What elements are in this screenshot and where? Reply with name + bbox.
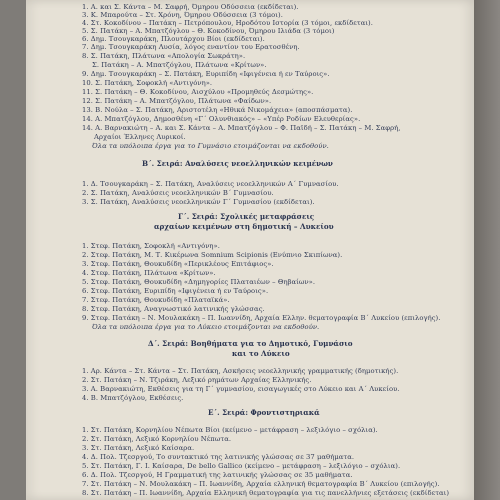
list-item: 13. Β. Νούλα – Σ. Πατάκη, Αριστοτέλη «Ηθικά Νικομάχεια» (αποσπάσματα). [82, 106, 353, 114]
list-item: 1. Στ. Πατάκη, Κορνηλίου Νέπωτα Βίοι (κείμενο – μετάφραση – λεξιλόγιο – σχόλια). [82, 426, 378, 434]
list-item: Αρχαίοι Έλληνες Λυρικοί. [94, 133, 186, 141]
book-page [26, 0, 474, 500]
list-item: 2. Σ. Πατάκη, Αναλύσεις νεοελληνικών Β΄ Γυμνασίου. [82, 189, 274, 197]
list-item: 3. Στεφ. Πατάκη, Θουκυδίδη «Περικλέους Επιτάφιος». [82, 260, 274, 268]
list-item: Σ. Πατάκη – Α. Μπατζόγλου, Πλάτωνα «Κρίτων». [92, 61, 267, 69]
list-item: 1. Αρ. Κάντα – Στ. Κάντα – Στ. Πατάκη, Ασκήσεις νεοελληνικής γραμματικής (δημοτικής). [82, 367, 399, 375]
list-item: 6. Δ. Πολ. Τζεσργού, Η Γραμματική της λατινικής γλώσσας σε 35 μαθήματα. [82, 471, 353, 479]
list-item: 7. Δημ. Τσουγκαράκη Λυσία, λόγος εναντίον του Ερατοσθένη. [82, 43, 300, 51]
list-item: 2. Στ. Πατάκη – Ν. Τζιράκη, Λεξικό ρημάτων Αρχαίας Ελληνικής. [82, 376, 312, 384]
list-item: 9. Στεφ. Πατάκη – Ν. Μουλακάκη – Π. Ιωαννίδη, Αρχαία Ελλην. θεματογραφία Β΄ Λυκείου (επιλογής). [82, 314, 441, 322]
list-item: 7. Στεφ. Πατάκη, Θουκυδίδη «Πλαταϊκά». [82, 296, 230, 304]
list-item: 9. Δημ. Τσουγκαράκη – Σ. Πατάκη, Ευριπίδη «Ιφιγένεια ή εν Ταύροις». [82, 70, 330, 78]
list-item: 14. Α. Βαρνακιώτη – Α. και Σ. Κάντα – Α. Μπατζόγλου – Φ. Παϊδή – Σ. Πατάκη – Μ. Σαφρή, [82, 124, 401, 132]
list-item: 8. Στ. Πατάκη – Π. Ιωαννίδη, Αρχαία Ελληνική θεματογραφία για τις πανελλήνιες εξετάσεις (εκδίδεται) [82, 489, 450, 497]
list-item: 2. Στ. Πατάκη, Λεξικό Κορνηλίου Νέπωτα. [82, 435, 232, 443]
list-item: 1. Δ. Τσουγκαράκη – Σ. Πατάκη, Αναλύσεις νεοελληνικών Α΄ Γυμνασίου. [82, 180, 339, 188]
list-item: 1. Στεφ. Πατάκη, Σοφοκλή «Αντιγόνη». [82, 242, 220, 250]
list-item: 3. Στ. Πατάκη, Λεξικό Καίσαρα. [82, 444, 195, 452]
list-item: 4. Στεφ. Πατάκη, Πλάτωνα «Κρίτων». [82, 269, 216, 277]
list-item: 11. Σ. Πατάκη – Θ. Κοκοδίνου, Αισχύλου «Προμηθεύς Δεσμώτης». [82, 88, 314, 96]
section-heading: Γ΄. Σειρά: Σχολικές μεταφράσεις [178, 212, 315, 221]
list-item: 8. Στεφ. Πατάκη, Αναγνωστικό λατινικής γλώσσας. [82, 305, 265, 313]
list-item: 12. Σ. Πατάκη – Α. Μπατζόγλου, Πλάτωνα «Φαίδων». [82, 97, 272, 105]
list-item: 5. Στεφ. Πατάκη, Θουκυδίδη «Δημηγορίες Πλαταιέων – Θηβαίων». [82, 278, 316, 286]
list-item: 5. Στ. Πατάκη, Γ. Ι. Καίσαρα, De bello Gallico (κείμενο – μετάφραση – λεξιλόγιο – σχόλια). [82, 462, 401, 470]
section-heading: Ε΄. Σειρά: Φροντιστηριακά [208, 408, 320, 417]
list-item: 4. Β. Μπατζόγλου, Εκθέσεις. [82, 394, 184, 402]
list-item: 5. Σ. Πατάκη – Α. Μπατζόγλου – Θ. Κοκοδίνου, Όμηρου Ιλιάδα (3 τόμοι) [82, 27, 335, 35]
note-text: Όλα τα υπόλοιπα έργα για το Λύκειο ετοιμάζονται να εκδοθούν. [92, 323, 320, 331]
list-item: 6. Στεφ. Πατάκη, Ευριπίδη «Ιφιγένεια ή εν Ταύροις». [82, 287, 269, 295]
section-subheading: αρχαίων κειμένων στη δημοτική – Λυκείου [154, 222, 334, 231]
note-text: Όλα τα υπόλοιπα έργα για το Γυμνάσιο ετοιμάζονται να εκδοθούν. [92, 142, 329, 150]
list-item: 14. Α. Μπατζόγλου, Δημοσθένη «Γ΄ Ολυνθιακός» – «Υπέρ Ροδίων Ελευθερίας». [82, 115, 361, 123]
list-item: 1. Α. και Σ. Κάντα – Μ. Σαφρή, Όμηρου Οδύσσεια (εκδίδεται). [82, 3, 299, 11]
page-edge-shadow [474, 0, 500, 500]
list-item: 3. Κ. Μπαρούτα – Στ. Χρόνη, Όμηρου Οδύσσεια (3 τόμοι). [82, 11, 283, 19]
section-heading: Δ΄. Σειρά: Βοηθήματα για το Δημοτικό, Γυμνάσιο [148, 339, 353, 348]
list-item: 3. Σ. Πατάκη, Αναλύσεις νεοελληνικών Γ΄ Γυμνασίου (εκδίδεται). [82, 198, 315, 206]
list-item: 3. Α. Βαρνακιώτη, Εκθέσεις για τη Γ΄ γυμνασίου, εισαγωγικές στο Λύκειο και Α΄ Λυκείου. [82, 385, 400, 393]
list-item: 7. Στ. Πατάκη – Ν. Μουλακάκη – Π. Ιωαννίδη, Αρχαία ελληνική θεματογραφία Β΄ Λυκείου (επιλογής). [82, 480, 440, 488]
list-item: 4. Στ. Κοκοδίνου – Πατάκη – Πετρόπουλου, Ηροδότου Ιστορία (3 τόμοι, εκδίδεται). [82, 19, 373, 27]
list-item: 6. Δημ. Τσουγκαράκη, Πλουτάρχου Βίοι (εκδίδεται). [82, 35, 265, 43]
section-subheading: και το Λύκειο [232, 349, 290, 358]
list-item: 4. Δ. Πολ. Τζεσργού, Το συντακτικό της λατινικής γλώσσας σε 37 μαθήματα. [82, 453, 355, 461]
list-item: 10. Σ. Πατάκη, Σοφοκλή «Αντιγόνη». [82, 79, 213, 87]
section-heading: Β΄. Σειρά: Αναλύσεις νεοελληνικών κειμένων [142, 159, 333, 168]
list-item: 8. Σ. Πατάκη, Πλάτωνα «Απολογία Σωκράτη». [82, 52, 246, 60]
list-item: 2. Στεφ. Πατάκη, Μ. Τ. Κικέρωνα Somnium Scipionis (Ενύπνιο Σκιπίωνα). [82, 251, 343, 259]
